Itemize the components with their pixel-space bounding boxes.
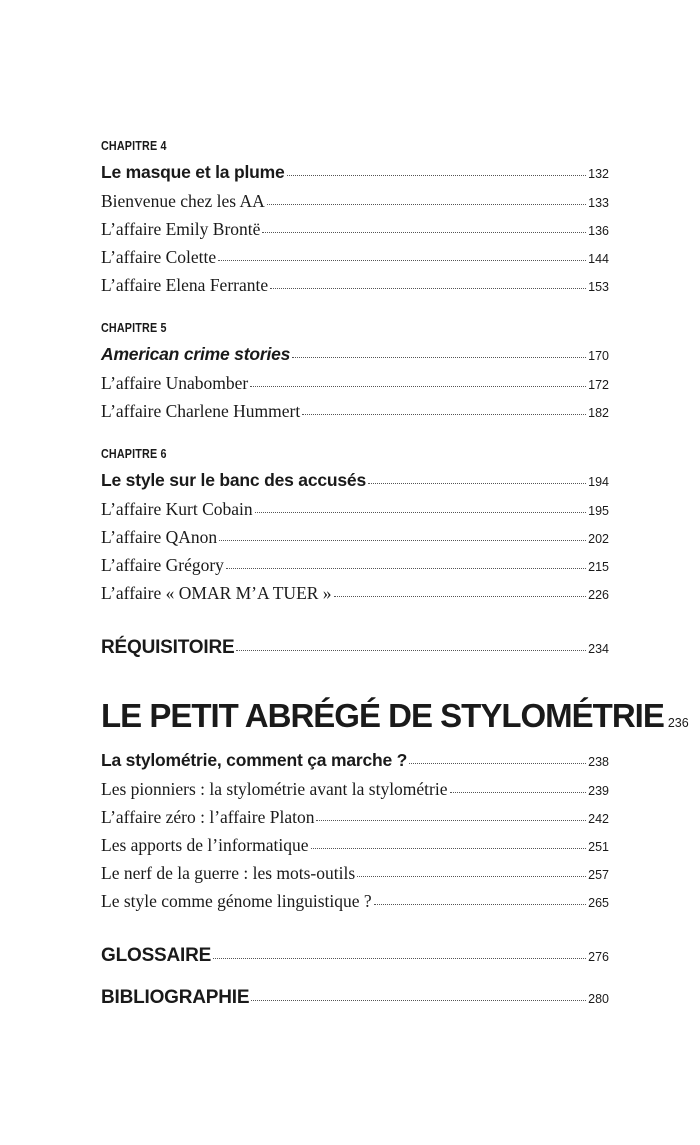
dot-leader bbox=[262, 231, 586, 233]
page-number: 280 bbox=[588, 992, 609, 1006]
dot-leader bbox=[409, 762, 586, 764]
entry-title: Les apports de l’informatique bbox=[101, 835, 309, 855]
section-title: BIBLIOGRAPHIE bbox=[101, 987, 250, 1008]
page-number: 133 bbox=[588, 196, 609, 210]
table-of-contents bbox=[101, 0, 689, 1145]
chapter-title-row[interactable] bbox=[101, 162, 609, 183]
dot-leader bbox=[267, 203, 586, 205]
toc-entry[interactable] bbox=[101, 583, 609, 604]
entry-title: Le style comme génome linguistique ? bbox=[101, 891, 372, 911]
entry-title: L’affaire Emily Brontë bbox=[101, 219, 261, 239]
toc-entry[interactable] bbox=[101, 401, 609, 422]
entry-title: L’affaire Charlene Hummert bbox=[101, 401, 301, 421]
toc-entry[interactable] bbox=[101, 779, 609, 800]
toc-entry[interactable] bbox=[101, 863, 609, 884]
page-number: 234 bbox=[588, 642, 609, 656]
toc-entry[interactable] bbox=[101, 891, 609, 912]
toc-entry[interactable] bbox=[101, 247, 609, 268]
part-title: LE PETIT ABRÉGÉ DE STYLOMÉTRIE bbox=[101, 697, 664, 734]
entry-title: Bienvenue chez les AA bbox=[101, 191, 265, 211]
dot-leader bbox=[357, 875, 586, 877]
dot-leader bbox=[270, 287, 586, 289]
page-number: 265 bbox=[588, 896, 609, 910]
section-title: GLOSSAIRE bbox=[101, 945, 212, 966]
bibliographie-row[interactable] bbox=[101, 987, 609, 1009]
page-number: 182 bbox=[588, 406, 609, 420]
toc-entry[interactable] bbox=[101, 807, 609, 828]
dot-leader bbox=[287, 174, 587, 176]
page-number: 238 bbox=[588, 755, 609, 769]
chapter-label: CHAPITRE 5 bbox=[101, 321, 167, 335]
dot-leader bbox=[368, 482, 586, 484]
toc-entry[interactable] bbox=[101, 219, 609, 240]
page-number: 236 bbox=[667, 716, 689, 730]
chapter-title: American crime stories bbox=[101, 344, 291, 364]
page-number: 226 bbox=[588, 588, 609, 602]
page-number: 251 bbox=[588, 840, 609, 854]
entry-title: L’affaire Grégory bbox=[101, 555, 224, 575]
requisitoire-row[interactable] bbox=[101, 637, 609, 659]
page-number: 215 bbox=[588, 560, 609, 574]
dot-leader bbox=[250, 385, 586, 387]
chapter-title: Le masque et la plume bbox=[101, 162, 285, 182]
dot-leader bbox=[311, 847, 587, 849]
entry-title: L’affaire Kurt Cobain bbox=[101, 499, 253, 519]
page-number: 202 bbox=[588, 532, 609, 546]
page-number: 276 bbox=[588, 950, 609, 964]
dot-leader bbox=[334, 595, 587, 597]
dot-leader bbox=[450, 791, 587, 793]
toc-entry[interactable] bbox=[101, 499, 609, 520]
abrege-title-row[interactable] bbox=[101, 697, 689, 735]
chapter-title-row[interactable] bbox=[101, 344, 609, 365]
entry-title: L’affaire Unabomber bbox=[101, 373, 249, 393]
page-number: 195 bbox=[588, 504, 609, 518]
page-number: 144 bbox=[588, 252, 609, 266]
dot-leader bbox=[374, 903, 586, 905]
page-number: 242 bbox=[588, 812, 609, 826]
dot-leader bbox=[219, 539, 586, 541]
entry-title: L’affaire Colette bbox=[101, 247, 217, 267]
page-number: 136 bbox=[588, 224, 609, 238]
page-number: 239 bbox=[588, 784, 609, 798]
toc-entry[interactable] bbox=[101, 527, 609, 548]
dot-leader bbox=[236, 649, 586, 651]
entry-title: L’affaire QAnon bbox=[101, 527, 218, 547]
dot-leader bbox=[226, 567, 586, 569]
chapter-label: CHAPITRE 4 bbox=[101, 139, 167, 153]
toc-entry[interactable] bbox=[101, 275, 609, 296]
page-number: 194 bbox=[588, 475, 609, 489]
page-number: 257 bbox=[588, 868, 609, 882]
page-number: 172 bbox=[588, 378, 609, 392]
section-title: RÉQUISITOIRE bbox=[101, 637, 235, 658]
glossaire-row[interactable] bbox=[101, 945, 609, 967]
toc-entry[interactable] bbox=[101, 373, 609, 394]
chapter-title-row[interactable] bbox=[101, 470, 609, 491]
page-number: 153 bbox=[588, 280, 609, 294]
toc-entry[interactable] bbox=[101, 555, 609, 576]
toc-entry[interactable] bbox=[101, 191, 609, 212]
toc-entry[interactable] bbox=[101, 835, 609, 856]
section-title: La stylométrie, comment ça marche ? bbox=[101, 750, 408, 770]
entry-title: L’affaire zéro : l’affaire Platon bbox=[101, 807, 315, 827]
section-title-row[interactable] bbox=[101, 750, 609, 771]
entry-title: L’affaire Elena Ferrante bbox=[101, 275, 269, 295]
dot-leader bbox=[218, 259, 586, 261]
dot-leader bbox=[316, 819, 586, 821]
dot-leader bbox=[251, 999, 586, 1001]
chapter-title: Le style sur le banc des accusés bbox=[101, 470, 366, 490]
dot-leader bbox=[255, 511, 587, 513]
chapter-label: CHAPITRE 6 bbox=[101, 447, 167, 461]
dot-leader bbox=[213, 957, 586, 959]
entry-title: Le nerf de la guerre : les mots-outils bbox=[101, 863, 356, 883]
entry-title: Les pionniers : la stylométrie avant la stylométrie bbox=[101, 779, 448, 799]
entry-title: L’affaire « OMAR M’A TUER » bbox=[101, 583, 332, 603]
dot-leader bbox=[292, 356, 586, 358]
dot-leader bbox=[302, 413, 586, 415]
page-number: 132 bbox=[588, 167, 609, 181]
page-number: 170 bbox=[588, 349, 609, 363]
